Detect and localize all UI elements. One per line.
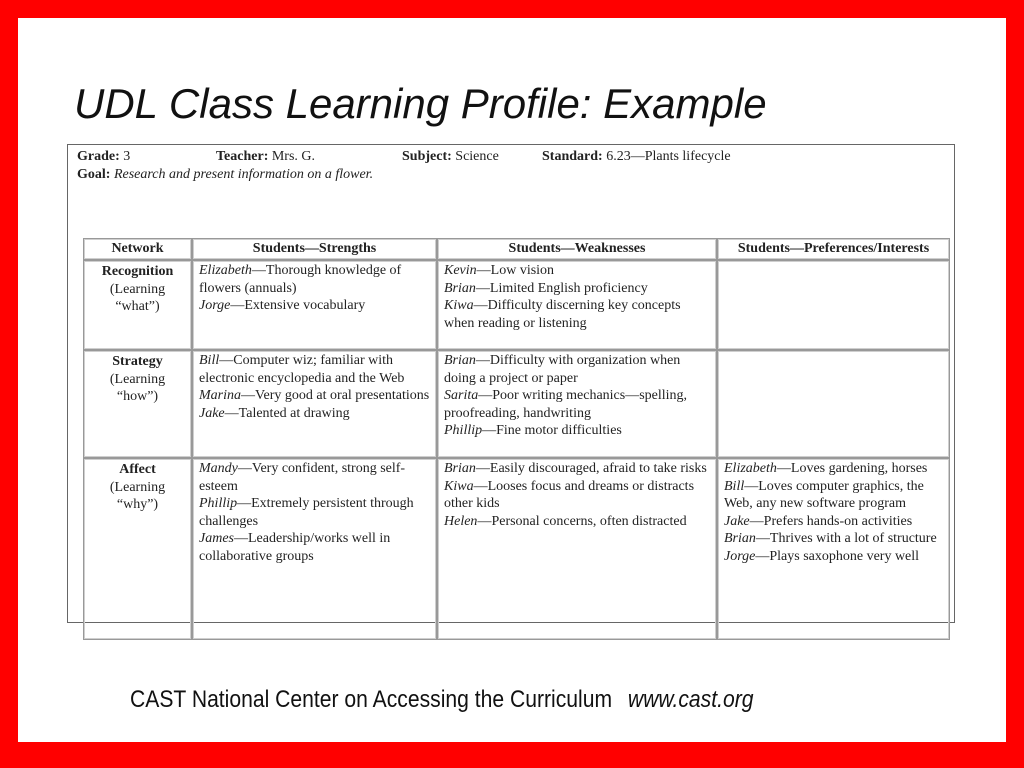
- student-entry: [199, 262, 431, 297]
- student-name: Brian: [724, 531, 756, 546]
- column-header: Network: [83, 238, 192, 260]
- table-row: [83, 350, 950, 458]
- student-name: Kiwa: [444, 478, 474, 494]
- network-subtitle: (Learning: [109, 281, 166, 297]
- student-name: Helen: [444, 513, 478, 529]
- table-row: [83, 458, 950, 640]
- strengths-cell: [192, 260, 437, 350]
- student-name: Brian: [444, 353, 476, 368]
- student-entry: [724, 513, 944, 531]
- student-name: Elizabeth: [724, 461, 777, 476]
- student-name: Sarita: [444, 388, 479, 403]
- student-entry: [199, 387, 431, 405]
- network-subtitle: “why”): [116, 497, 159, 512]
- student-name: Bill: [199, 353, 220, 368]
- student-entry: [444, 262, 711, 280]
- student-name: Mandy: [199, 461, 238, 476]
- subject-label: Subject:: [402, 149, 452, 164]
- student-entry: [444, 297, 711, 332]
- student-note: —Leadership/works well in collaborative groups: [199, 531, 391, 564]
- student-note: —Low vision: [476, 263, 555, 278]
- network-subtitle: (Learning: [109, 479, 166, 495]
- student-entry: [444, 280, 711, 298]
- teacher-label: Teacher:: [216, 149, 269, 164]
- student-name: James: [199, 531, 234, 546]
- column-header: Students—Strengths: [192, 238, 437, 260]
- student-note: —Looses focus and dreams or distracts other kids: [444, 478, 695, 511]
- student-note: —Personal concerns, often distracted: [477, 513, 687, 529]
- strengths-cell: [192, 350, 437, 458]
- student-note: —Poor writing mechanics—spelling, proofreading, handwriting: [444, 388, 688, 421]
- student-note: —Extensive vocabulary: [230, 298, 366, 313]
- student-note: —Thrives with a lot of structure: [755, 531, 937, 546]
- student-name: Jorge: [199, 298, 231, 313]
- weaknesses-cell: [437, 260, 717, 350]
- table-row: [83, 260, 950, 350]
- student-entry: [199, 460, 431, 495]
- student-name: Bill: [724, 478, 745, 494]
- profile-table: [83, 238, 950, 640]
- student-note: —Prefers hands-on activities: [749, 513, 913, 529]
- weaknesses-cell: [437, 458, 717, 640]
- teacher-value: Mrs. G.: [271, 149, 316, 164]
- student-name: Jake: [724, 513, 750, 529]
- profile-info-row: [77, 148, 947, 166]
- student-entry: [199, 405, 431, 423]
- subject-field: [402, 148, 499, 166]
- student-entry: [724, 548, 944, 566]
- table-header-row: [83, 238, 950, 260]
- standard-field: [542, 148, 731, 166]
- standard-label: Standard:: [542, 149, 603, 164]
- student-name: Kevin: [444, 263, 477, 278]
- student-note: —Loves gardening, horses: [776, 461, 928, 476]
- student-entry: [724, 478, 944, 513]
- student-name: Elizabeth: [199, 263, 252, 278]
- network-name: Affect: [119, 462, 156, 477]
- slide-footer: [130, 686, 754, 714]
- student-name: Phillip: [444, 423, 483, 438]
- goal-value: Research and present information on a flower.: [113, 167, 374, 182]
- goal-label: Goal:: [77, 167, 111, 182]
- strengths-cell: [192, 458, 437, 640]
- student-note: —Thorough knowledge of flowers (annuals): [199, 263, 402, 296]
- student-entry: [444, 387, 711, 422]
- student-name: Brian: [444, 280, 476, 296]
- student-name: Phillip: [199, 496, 238, 511]
- student-entry: [444, 513, 711, 531]
- student-entry: [199, 495, 431, 530]
- student-name: Marina: [199, 388, 241, 403]
- student-entry: [444, 460, 711, 478]
- slide: [18, 18, 1006, 742]
- student-name: Brian: [444, 461, 476, 476]
- network-cell: [83, 350, 192, 458]
- student-name: Jake: [199, 405, 225, 421]
- slide-title: UDL Class Learning Profile: Example: [74, 80, 767, 127]
- student-note: —Plays saxophone very well: [755, 548, 920, 564]
- grade-label: Grade:: [77, 149, 120, 164]
- student-note: —Computer wiz; familiar with electronic encyclopedia and the Web: [199, 353, 405, 386]
- student-entry: [444, 422, 711, 440]
- subject-value: Science: [455, 149, 499, 164]
- student-entry: [724, 530, 944, 548]
- network-subtitle: “how”): [116, 389, 159, 404]
- footer-organization: CAST National Center on Accessing the Curriculum: [130, 686, 613, 713]
- goal-field: [77, 166, 373, 184]
- student-name: Kiwa: [444, 298, 474, 313]
- student-name: Jorge: [724, 548, 756, 564]
- profile-header: [77, 148, 947, 184]
- footer-url: www.cast.org: [627, 686, 754, 713]
- network-subtitle: (Learning: [109, 371, 166, 387]
- network-subtitle: “what”): [115, 299, 160, 314]
- student-note: —Easily discouraged, afraid to take risks: [475, 461, 707, 476]
- grade-value: 3: [123, 149, 131, 164]
- column-header: Students—Preferences/Interests: [717, 238, 950, 260]
- preferences-cell: [717, 458, 950, 640]
- student-note: —Extremely persistent through challenges: [199, 496, 414, 529]
- student-entry: [199, 297, 431, 315]
- student-note: —Fine motor difficulties: [482, 423, 622, 438]
- preferences-cell: [717, 350, 950, 458]
- goal-row: [77, 166, 947, 184]
- student-note: —Difficulty discerning key concepts when reading or listening: [444, 298, 681, 331]
- network-cell: [83, 260, 192, 350]
- standard-value: 6.23—Plants lifecycle: [606, 149, 731, 164]
- learning-profile-document: [67, 144, 955, 623]
- network-cell: [83, 458, 192, 640]
- student-note: —Talented at drawing: [224, 405, 350, 421]
- grade-field: [77, 148, 130, 166]
- network-name: Recognition: [101, 264, 174, 279]
- student-note: —Limited English proficiency: [475, 280, 648, 296]
- column-header: Students—Weaknesses: [437, 238, 717, 260]
- student-note: —Very confident, strong self-esteem: [199, 461, 406, 494]
- student-entry: [724, 460, 944, 478]
- preferences-cell: [717, 260, 950, 350]
- student-note: —Very good at oral presentations: [241, 388, 430, 403]
- weaknesses-cell: [437, 350, 717, 458]
- teacher-field: [216, 148, 315, 166]
- student-note: —Loves computer graphics, the Web, any new software program: [724, 478, 924, 511]
- student-entry: [444, 352, 711, 387]
- student-entry: [199, 352, 431, 387]
- network-name: Strategy: [112, 354, 163, 369]
- student-entry: [444, 478, 711, 513]
- student-note: —Difficulty with organization when doing a project or paper: [444, 353, 681, 386]
- student-entry: [199, 530, 431, 565]
